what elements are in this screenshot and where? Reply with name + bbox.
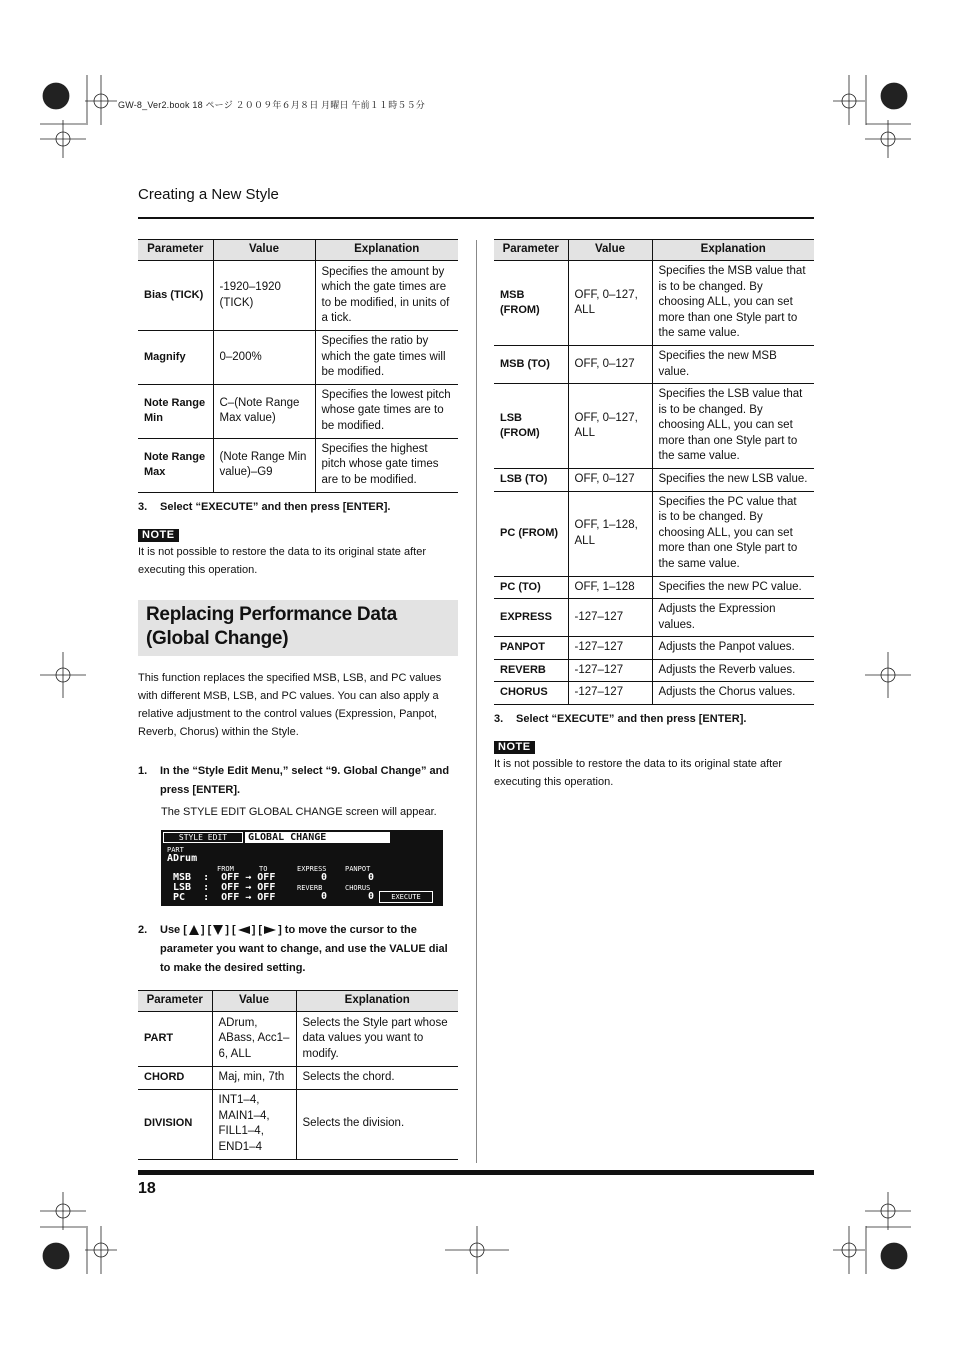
print-info: GW-8_Ver2.book 18 ページ ２００９年６月８日 月曜日 午前１１時５５分 xyxy=(118,100,426,110)
table-row xyxy=(138,1067,458,1090)
bracket-sep: ] [ xyxy=(200,924,212,936)
value-cell: (Note Range Min value)–G9 xyxy=(213,438,315,492)
footer-rule xyxy=(138,1170,814,1175)
param-cell: Magnify xyxy=(138,331,213,385)
lcd-part-value: ADrum xyxy=(167,853,198,864)
lcd-chorus-label: CHORUS xyxy=(345,884,371,892)
header-explanation: Explanation xyxy=(296,991,458,1012)
explanation-cell: Specifies the new PC value. xyxy=(652,576,814,599)
param-cell: Note Range Min xyxy=(138,384,213,438)
value-cell: -127–127 xyxy=(568,682,652,705)
running-head: Creating a New Style xyxy=(138,186,279,203)
value-cell: -127–127 xyxy=(568,637,652,660)
note-text: It is not possible to restore the data to its original state after executing this operation. xyxy=(138,546,426,576)
value-cell: ADrum, ABass, Acc1–6, ALL xyxy=(212,1012,296,1067)
explanation-cell: Adjusts the Panpot values. xyxy=(652,637,814,660)
explanation-cell: Specifies the new MSB value. xyxy=(652,346,814,384)
explanation-cell: Specifies the new LSB value. xyxy=(652,469,814,492)
param-cell: LSB (TO) xyxy=(494,469,568,492)
right-arrow-icon xyxy=(264,926,276,934)
param-cell: CHORD xyxy=(138,1067,212,1090)
header-explanation: Explanation xyxy=(652,240,814,261)
explanation-cell: Specifies the amount by which the gate times are to be modified, in units of a tick. xyxy=(315,261,458,331)
header-value: Value xyxy=(568,240,652,261)
explanation-cell: Selects the division. xyxy=(296,1089,458,1159)
explanation-cell: Adjusts the Reverb values. xyxy=(652,659,814,682)
header-parameter: Parameter xyxy=(138,991,212,1012)
explanation-cell: Specifies the PC value that is to be changed. By choosing ALL, you can set more than one Style part to the same value. xyxy=(652,491,814,576)
header-parameter: Parameter xyxy=(138,240,213,261)
step-2-use: Use [ xyxy=(160,924,187,936)
param-cell: Note Range Max xyxy=(138,438,213,492)
param-cell: Bias (TICK) xyxy=(138,261,213,331)
lcd-tab-style-edit: STYLE EDIT xyxy=(163,832,243,843)
table-row xyxy=(494,491,814,576)
param-cell: CHORUS xyxy=(494,682,568,705)
table-row xyxy=(138,438,458,492)
table-row xyxy=(138,331,458,385)
explanation-cell: Specifies the LSB value that is to be changed. By choosing ALL, you can set more than one Style part to the same value. xyxy=(652,384,814,469)
table-row xyxy=(138,384,458,438)
table-row xyxy=(494,384,814,469)
param-cell: EXPRESS xyxy=(494,599,568,637)
table-row xyxy=(494,599,814,637)
explanation-cell: Specifies the highest pitch whose gate times are to be modified. xyxy=(315,438,458,492)
section-title-line2: (Global Change) xyxy=(146,628,289,649)
step-1-sub: The STYLE EDIT GLOBAL CHANGE screen will appear. xyxy=(161,806,437,818)
step-text xyxy=(160,921,460,978)
header-value: Value xyxy=(213,240,315,261)
value-cell: INT1–4, MAIN1–4, FILL1–4, END1–4 xyxy=(212,1089,296,1159)
table-header-row xyxy=(138,991,458,1012)
step-3-right xyxy=(494,710,814,730)
explanation-cell: Specifies the lowest pitch whose gate times are to be modified. xyxy=(315,384,458,438)
param-cell: PC (TO) xyxy=(494,576,568,599)
step-number: 1. xyxy=(138,765,148,777)
intro-paragraph: This function replaces the specified MSB, LSB, and PC values with different MSB, LSB, and PC values. You can also apply a relative adjustment to the control values (Expression, Panpot, Reverb, Chorus) within the Style. xyxy=(138,672,442,738)
table-header-row xyxy=(138,240,458,261)
value-cell: 0–200% xyxy=(213,331,315,385)
value-cell: -1920–1920 (TICK) xyxy=(213,261,315,331)
header-parameter: Parameter xyxy=(494,240,568,261)
lcd-chorus-value: 0 xyxy=(368,891,375,902)
param-cell: MSB (FROM) xyxy=(494,261,568,346)
bracket-sep: ] [ xyxy=(225,924,236,936)
explanation-cell: Selects the chord. xyxy=(296,1067,458,1090)
down-arrow-icon xyxy=(213,925,223,935)
lcd-execute-button: EXECUTE xyxy=(379,891,433,903)
param-cell: DIVISION xyxy=(138,1089,212,1159)
lcd-reverb-label: REVERB xyxy=(297,884,323,892)
value-cell: -127–127 xyxy=(568,659,652,682)
value-cell: OFF, 1–128, ALL xyxy=(568,491,652,576)
explanation-cell: Specifies the ratio by which the gate times will be modified. xyxy=(315,331,458,385)
step-1 xyxy=(138,762,458,802)
explanation-cell: Selects the Style part whose data values you want to modify. xyxy=(296,1012,458,1067)
param-cell: PC (FROM) xyxy=(494,491,568,576)
lcd-panpot-value: 0 xyxy=(368,872,375,883)
left-arrow-icon xyxy=(238,926,250,934)
table-row xyxy=(494,682,814,705)
table-row xyxy=(494,576,814,599)
note-text: It is not possible to restore the data to its original state after executing this operation. xyxy=(494,758,782,788)
explanation-cell: Specifies the MSB value that is to be changed. By choosing ALL, you can set more than one Style part to the same value. xyxy=(652,261,814,346)
lcd-panpot-label: PANPOT xyxy=(345,865,371,873)
lcd-expression-value: 0 xyxy=(321,872,328,883)
gate-time-table xyxy=(138,239,458,493)
value-cell: -127–127 xyxy=(568,599,652,637)
header-value: Value xyxy=(212,991,296,1012)
lcd-row-lsb: LSB : OFF → OFF xyxy=(173,882,276,893)
lcd-from-label: FROM xyxy=(217,865,234,873)
step-3-left xyxy=(138,498,458,518)
param-cell: PANPOT xyxy=(494,637,568,660)
table-row xyxy=(138,261,458,331)
lcd-screen xyxy=(161,830,443,906)
lcd-row-msb: MSB : OFF → OFF xyxy=(173,872,276,883)
table-row xyxy=(138,1089,458,1159)
header-explanation: Explanation xyxy=(315,240,458,261)
param-cell: MSB (TO) xyxy=(494,346,568,384)
table-row xyxy=(494,659,814,682)
up-arrow-icon xyxy=(189,925,199,935)
bracket-sep: ] [ xyxy=(251,924,263,936)
step-text: Select “EXECUTE” and then press [ENTER]. xyxy=(160,501,391,513)
table-row xyxy=(494,346,814,384)
step-text: In the “Style Edit Menu,” select “9. Global Change” and press [ENTER]. xyxy=(160,765,450,796)
param-cell: LSB (FROM) xyxy=(494,384,568,469)
step-2-tail: ] to move the cursor to the parameter you want to change, and use the VALUE dial to make the desired setting. xyxy=(160,924,448,974)
note-badge: NOTE xyxy=(138,529,179,542)
table-row xyxy=(494,637,814,660)
part-table xyxy=(138,990,458,1160)
section-title xyxy=(146,603,397,651)
lcd-reverb-value: 0 xyxy=(321,891,328,902)
value-cell: C–(Note Range Max value) xyxy=(213,384,315,438)
param-cell: PART xyxy=(138,1012,212,1067)
lcd-tab-global-change: GLOBAL CHANGE xyxy=(245,832,390,843)
lcd-row-pc: PC : OFF → OFF xyxy=(173,892,276,903)
table-row xyxy=(494,469,814,492)
explanation-cell: Adjusts the Expression values. xyxy=(652,599,814,637)
step-text: Select “EXECUTE” and then press [ENTER]. xyxy=(516,713,747,725)
value-cell: OFF, 0–127, ALL xyxy=(568,384,652,469)
header-rule xyxy=(138,217,814,219)
table-header-row xyxy=(494,240,814,261)
global-change-table xyxy=(494,239,814,705)
value-cell: OFF, 0–127 xyxy=(568,346,652,384)
param-cell: REVERB xyxy=(494,659,568,682)
step-number: 2. xyxy=(138,924,148,936)
lcd-to-label: TO xyxy=(259,865,268,873)
step-number: 3. xyxy=(138,501,148,513)
note-badge: NOTE xyxy=(494,741,535,754)
column-divider xyxy=(476,240,477,1163)
value-cell: Maj, min, 7th xyxy=(212,1067,296,1090)
page-number: 18 xyxy=(138,1180,156,1197)
lcd-part-label: PART xyxy=(167,846,184,854)
explanation-cell: Adjusts the Chorus values. xyxy=(652,682,814,705)
lcd-expression-label: EXPRESS xyxy=(297,865,327,873)
table-row xyxy=(494,261,814,346)
value-cell: OFF, 0–127 xyxy=(568,469,652,492)
section-title-line1: Replacing Performance Data xyxy=(146,604,397,625)
step-2 xyxy=(138,921,460,981)
step-number: 3. xyxy=(494,713,504,725)
value-cell: OFF, 1–128 xyxy=(568,576,652,599)
value-cell: OFF, 0–127, ALL xyxy=(568,261,652,346)
table-row xyxy=(138,1012,458,1067)
